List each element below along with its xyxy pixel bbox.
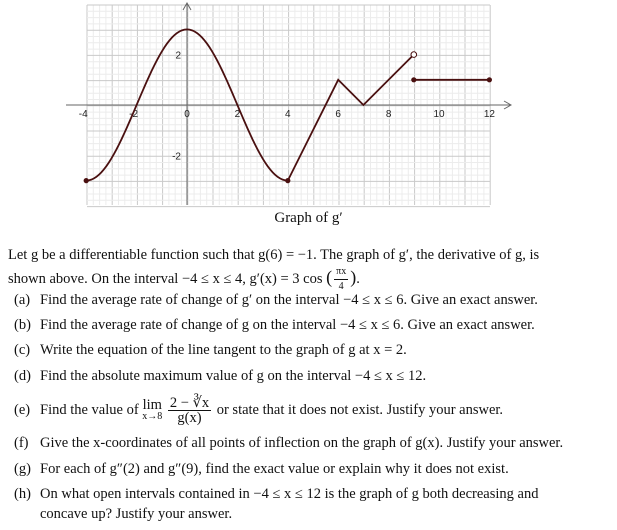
- question-text: Find the value of: [40, 401, 139, 418]
- x-tick-label: 10: [433, 109, 445, 120]
- question-c: [14, 340, 610, 360]
- problem-intro-line-1: Let g be a differentiable function such that g(6) = −1. The graph of g′, the derivative of g, is: [8, 247, 540, 263]
- question-text: On what open intervals contained in −4 ≤ x ≤ 12 is the graph of g both decreasing and: [40, 486, 539, 502]
- x-tick-label: -2: [129, 109, 139, 120]
- fraction-denominator: g(x): [177, 410, 202, 426]
- closed-point: [487, 77, 492, 82]
- question-label: (a): [14, 292, 31, 308]
- graph-of-g-prime: [0, 0, 617, 210]
- problem-intro-text: shown above. On the interval −4 ≤ x ≤ 4, g′(x) = 3 cos: [8, 270, 323, 287]
- limit-fraction: [168, 396, 211, 425]
- question-text: For each of g″(2) and g″(9), find the exact value or explain why it does not exist.: [40, 461, 509, 477]
- question-g: [14, 459, 610, 479]
- figure-caption: Graph of g′: [274, 210, 343, 226]
- y-tick-label: -2: [172, 151, 181, 163]
- question-text: Find the average rate of change of g on the interval −4 ≤ x ≤ 6. Give an exact answer.: [40, 317, 535, 333]
- problem-statement: [8, 246, 608, 294]
- intro-frac-num: πx: [334, 265, 348, 280]
- lim-word: lim: [142, 396, 162, 413]
- question-label: (h): [14, 486, 31, 502]
- question-h: [14, 484, 610, 524]
- x-tick-label: 2: [234, 109, 241, 120]
- x-tick-label: 12: [483, 109, 495, 120]
- x-tick-label: 8: [385, 109, 392, 120]
- x-tick-label: 6: [335, 109, 341, 120]
- question-label: (e): [14, 401, 31, 418]
- closed-point: [285, 178, 290, 183]
- problem-intro-line-2: shown above. On the interval −4 ≤ x ≤ 4, g′(x) = 3 cos ( $\frac{\pi x}{4}$ ).: [8, 266, 360, 292]
- lim-subscript: x→8: [142, 410, 163, 422]
- question-e: [14, 396, 610, 425]
- y-tick-label: 2: [175, 50, 181, 62]
- closed-point: [411, 77, 416, 82]
- intro-period: .: [356, 270, 360, 287]
- question-label: (c): [14, 342, 31, 358]
- question-label: (d): [14, 368, 31, 384]
- question-b: [14, 315, 610, 335]
- grid: [87, 5, 490, 207]
- question-d: [14, 366, 610, 386]
- limit-operator: [142, 396, 163, 423]
- question-label: (f): [14, 435, 29, 451]
- question-a: [14, 290, 610, 310]
- question-text: Write the equation of the line tangent to the graph of g at x = 2.: [40, 342, 407, 358]
- x-tick-label: -4: [78, 109, 88, 120]
- question-text: Find the average rate of change of g′ on the interval −4 ≤ x ≤ 6. Give an exact answer.: [40, 292, 538, 308]
- question-label: (b): [14, 317, 31, 333]
- piecewise-linear-segment: [288, 55, 414, 181]
- closed-point: [84, 178, 89, 183]
- question-f: [14, 433, 610, 453]
- fraction-numerator: 2 − ∛x: [169, 395, 210, 411]
- open-point: [411, 52, 417, 58]
- tick-labels: [79, 51, 496, 163]
- question-label: (g): [14, 461, 31, 477]
- intro-frac-den: 4: [338, 281, 344, 292]
- question-text-cont: concave up? Justify your answer.: [40, 506, 233, 522]
- question-text: Give the x-coordinates of all points of inflection on the graph of g(x). Justify your answer.: [40, 435, 564, 451]
- x-tick-label: 4: [285, 109, 291, 120]
- question-text: Find the absolute maximum value of g on the interval −4 ≤ x ≤ 12.: [40, 368, 427, 384]
- question-text-post: or state that it does not exist. Justify your answer.: [216, 401, 504, 418]
- x-tick-label: 0: [184, 109, 190, 120]
